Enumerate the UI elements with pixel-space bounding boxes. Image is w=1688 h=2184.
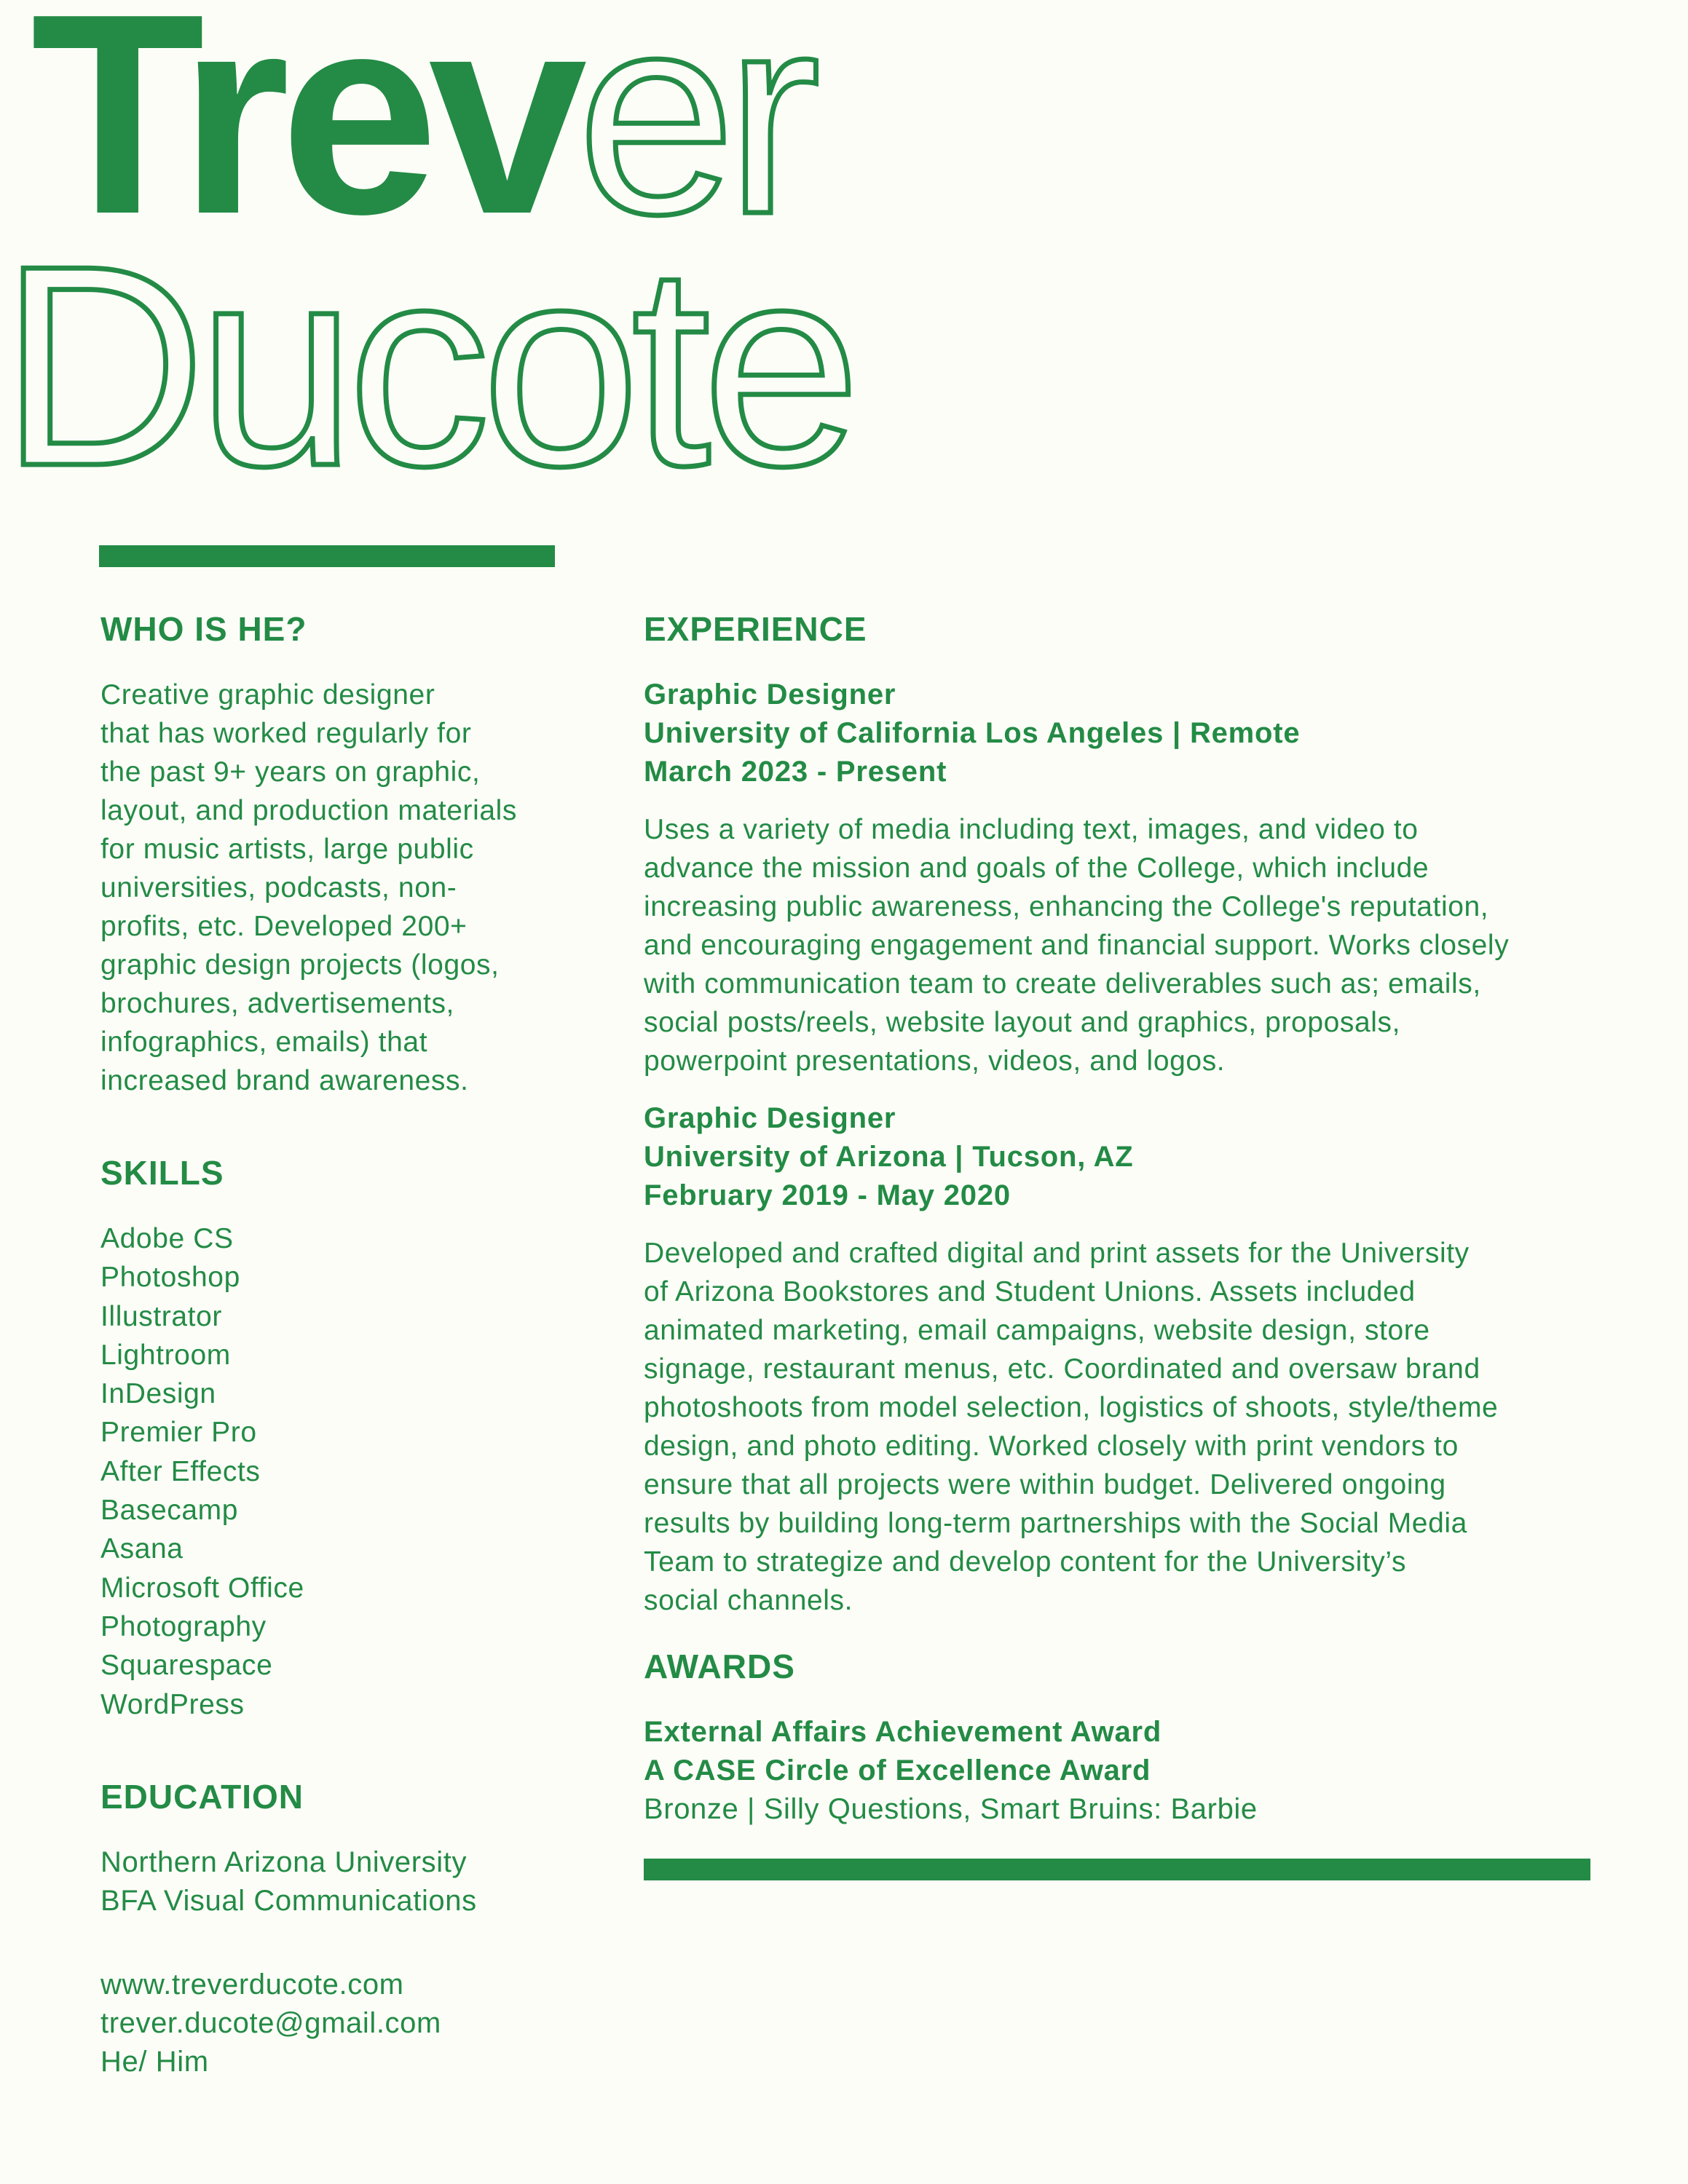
skills-section xyxy=(100,1145,610,1724)
skill-item: Basecamp xyxy=(100,1495,239,1527)
job-title: Graphic Designer xyxy=(644,1102,896,1134)
right-column xyxy=(644,601,1605,1829)
experience-section xyxy=(644,601,1605,1620)
about-section xyxy=(100,601,610,1100)
award-line-3: Bronze | Silly Questions, Smart Bruins: Barbie xyxy=(644,1793,1258,1825)
skill-item: Lightroom xyxy=(100,1339,231,1371)
skills-list xyxy=(100,1219,610,1724)
left-column xyxy=(100,601,610,2081)
skills-heading: SKILLS xyxy=(100,1154,224,1192)
job-entry xyxy=(644,676,1605,1080)
education-section xyxy=(100,1769,610,1920)
first-name-outline: er xyxy=(577,0,811,274)
awards-heading: AWARDS xyxy=(644,1647,795,1685)
awards-section xyxy=(644,1639,1605,1829)
education-degree: BFA Visual Communications xyxy=(100,1884,477,1917)
name-header xyxy=(0,0,1688,510)
skill-item: After Effects xyxy=(100,1455,261,1487)
skill-item: Illustrator xyxy=(100,1300,222,1332)
about-heading: WHO IS HE? xyxy=(100,610,307,648)
skill-item: Photography xyxy=(100,1610,267,1642)
award-line-2: A CASE Circle of Excellence Award xyxy=(644,1754,1151,1787)
about-text: Creative graphic designer that has worked regularly for the past 9+ years on graphic, layout, and production materials for music artists, large public universities, podcasts, non- profits, etc. Developed 200+ graphic design projects (logos, brochures, advertisements, infographics, emails) that increased brand awareness. xyxy=(100,679,518,1096)
award-line-1: External Affairs Achievement Award xyxy=(644,1716,1162,1748)
first-name-solid: Trev xyxy=(31,0,577,274)
skill-item: Microsoft Office xyxy=(100,1572,304,1604)
skill-item: WordPress xyxy=(100,1688,245,1720)
job-org: University of California Los Angeles | Remote xyxy=(644,717,1301,749)
skill-item: InDesign xyxy=(100,1378,216,1410)
skill-item: Squarespace xyxy=(100,1650,273,1682)
top-divider-bar xyxy=(99,545,555,567)
job-description: Developed and crafted digital and print assets for the University of Arizona Bookstores and Student Unions. Assets included animated marketing, email campaigns, website design, store signage, restaurant menus, etc. Coordinated and oversaw brand photoshoots from model selection, logistics of shoots, style/theme design, and photo editing. Worked closely with print vendors to ensure that all projects were within budget. Delivered ongoing results by building long-term partnerships with the Social Media Team to strategize and develop content for the University’s social channels. xyxy=(644,1238,1499,1616)
skill-item: Premier Pro xyxy=(100,1417,257,1449)
job-dates: February 2019 - May 2020 xyxy=(644,1179,1011,1211)
skill-item: Photoshop xyxy=(100,1262,240,1294)
education-heading: EDUCATION xyxy=(100,1777,304,1816)
contact-website-link[interactable]: www.treverducote.com xyxy=(100,1968,404,2001)
contact-pronouns: He/ Him xyxy=(100,2045,209,2078)
job-dates: March 2023 - Present xyxy=(644,756,947,788)
name-wordmark xyxy=(0,0,1688,510)
skill-item: Asana xyxy=(100,1533,184,1565)
last-name: Ducote xyxy=(0,207,853,510)
contact-email-link[interactable]: trever.ducote@gmail.com xyxy=(100,2006,441,2039)
experience-heading: EXPERIENCE xyxy=(644,610,867,648)
contact-section xyxy=(100,1966,610,2081)
job-org: University of Arizona | Tucson, AZ xyxy=(644,1141,1134,1173)
job-title: Graphic Designer xyxy=(644,678,896,711)
bottom-divider-bar xyxy=(644,1859,1590,1880)
job-entry xyxy=(644,1099,1605,1620)
skill-item: Adobe CS xyxy=(100,1223,234,1254)
job-description: Uses a variety of media including text, images, and video to advance the mission and goals of the College, which include increasing public awareness, enhancing the College's reputation, and encouraging engagement and financial support. Works closely with communication team to create deliverables such as; emails, social posts/reels, website layout and graphics, proposals, powerpoint presentations, videos, and logos. xyxy=(644,814,1510,1077)
education-school: Northern Arizona University xyxy=(100,1845,468,1878)
